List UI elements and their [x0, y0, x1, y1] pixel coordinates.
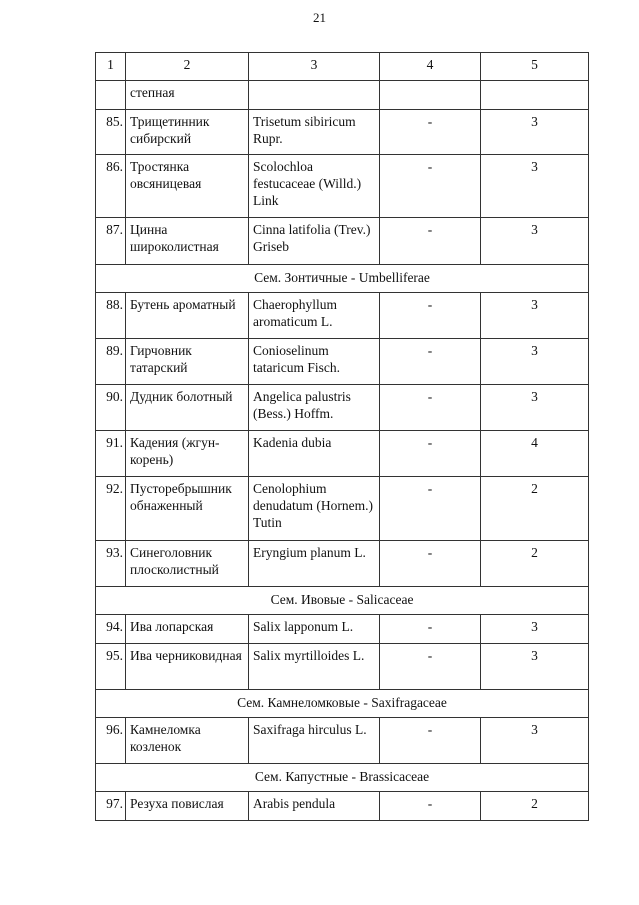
row-number: 97.	[96, 792, 126, 821]
latin-name: Salix myrtilloides L.	[249, 644, 380, 690]
latin-name: Cenolophium denudatum (Hornem.) Tutin	[249, 477, 380, 541]
russian-name: Кадения (жгун-корень)	[126, 431, 249, 477]
row-number: 87.	[96, 218, 126, 265]
latin-name: Scolochloa festucaceae (Willd.) Link	[249, 155, 380, 218]
russian-name: Дудник болотный	[126, 385, 249, 431]
column-5-value: 3	[481, 218, 589, 265]
column-5-value: 2	[481, 792, 589, 821]
column-4-value: -	[380, 644, 481, 690]
latin-name: Eryngium planum L.	[249, 541, 380, 587]
row-number: 86.	[96, 155, 126, 218]
table-row	[96, 110, 589, 155]
row-number: 94.	[96, 615, 126, 644]
page-number: 21	[313, 10, 326, 25]
column-5-value	[481, 81, 589, 110]
column-5-value: 2	[481, 541, 589, 587]
row-number: 95.	[96, 644, 126, 690]
table-row	[96, 477, 589, 541]
species-table	[95, 52, 589, 821]
table-row	[96, 615, 589, 644]
column-4-value: -	[380, 218, 481, 265]
latin-name	[249, 81, 380, 110]
russian-name: Резуха повислая	[126, 792, 249, 821]
column-5-value: 3	[481, 644, 589, 690]
column-4-value: -	[380, 339, 481, 385]
table-row	[96, 792, 589, 821]
russian-name: Тростянка овсяницевая	[126, 155, 249, 218]
latin-name: Conioselinum tataricum Fisch.	[249, 339, 380, 385]
russian-name: Камнеломка козленок	[126, 718, 249, 764]
column-5-value: 4	[481, 431, 589, 477]
russian-name: Гирчовник татарский	[126, 339, 249, 385]
table-row	[96, 155, 589, 218]
table-row	[96, 81, 589, 110]
column-5-value: 2	[481, 477, 589, 541]
russian-name: Трищетинник сибирский	[126, 110, 249, 155]
row-number: 93.	[96, 541, 126, 587]
row-number: 89.	[96, 339, 126, 385]
column-4-value: -	[380, 110, 481, 155]
column-4-value: -	[380, 293, 481, 339]
latin-name: Chaerophyllum aromaticum L.	[249, 293, 380, 339]
column-5-value: 3	[481, 615, 589, 644]
column-4-value: -	[380, 155, 481, 218]
row-number: 85.	[96, 110, 126, 155]
russian-name: Цинна широколистная	[126, 218, 249, 265]
russian-name: Бутень ароматный	[126, 293, 249, 339]
family-heading: Сем. Капустные - Brassicaceae	[96, 764, 589, 792]
russian-name: Пусторебрышник обнаженный	[126, 477, 249, 541]
russian-name: Синеголовник плосколистный	[126, 541, 249, 587]
header-col-5: 5	[481, 53, 589, 81]
column-5-value: 3	[481, 293, 589, 339]
family-row	[96, 764, 589, 792]
column-5-value: 3	[481, 110, 589, 155]
latin-name: Angelica palustris (Bess.) Hoffm.	[249, 385, 380, 431]
column-4-value: -	[380, 431, 481, 477]
family-row	[96, 690, 589, 718]
russian-name: Ива лопарская	[126, 615, 249, 644]
family-row	[96, 265, 589, 293]
russian-name: степная	[126, 81, 249, 110]
row-number: 88.	[96, 293, 126, 339]
row-number	[96, 81, 126, 110]
header-col-4: 4	[380, 53, 481, 81]
family-heading: Сем. Камнеломковые - Saxifragaceae	[96, 690, 589, 718]
table-header-row	[96, 53, 589, 81]
column-4-value: -	[380, 477, 481, 541]
table-row	[96, 541, 589, 587]
column-4-value: -	[380, 792, 481, 821]
family-row	[96, 587, 589, 615]
russian-name: Ива черниковидная	[126, 644, 249, 690]
column-5-value: 3	[481, 155, 589, 218]
table-row	[96, 718, 589, 764]
column-4-value: -	[380, 718, 481, 764]
latin-name: Saxifraga hirculus L.	[249, 718, 380, 764]
column-4-value: -	[380, 615, 481, 644]
latin-name: Arabis pendula	[249, 792, 380, 821]
header-col-3: 3	[249, 53, 380, 81]
table-row	[96, 293, 589, 339]
row-number: 91.	[96, 431, 126, 477]
table-row	[96, 385, 589, 431]
table-row	[96, 644, 589, 690]
column-4-value: -	[380, 541, 481, 587]
header-col-2: 2	[126, 53, 249, 81]
row-number: 96.	[96, 718, 126, 764]
column-5-value: 3	[481, 385, 589, 431]
table-row	[96, 218, 589, 265]
column-4-value	[380, 81, 481, 110]
table-row	[96, 431, 589, 477]
family-heading: Сем. Зонтичные - Umbelliferae	[96, 265, 589, 293]
header-col-1: 1	[96, 53, 126, 81]
latin-name: Salix lapponum L.	[249, 615, 380, 644]
column-4-value: -	[380, 385, 481, 431]
latin-name: Cinna latifolia (Trev.) Griseb	[249, 218, 380, 265]
latin-name: Trisetum sibiricum Rupr.	[249, 110, 380, 155]
column-5-value: 3	[481, 718, 589, 764]
family-heading: Сем. Ивовые - Salicaceae	[96, 587, 589, 615]
table-row	[96, 339, 589, 385]
latin-name: Kadenia dubia	[249, 431, 380, 477]
row-number: 92.	[96, 477, 126, 541]
row-number: 90.	[96, 385, 126, 431]
column-5-value: 3	[481, 339, 589, 385]
